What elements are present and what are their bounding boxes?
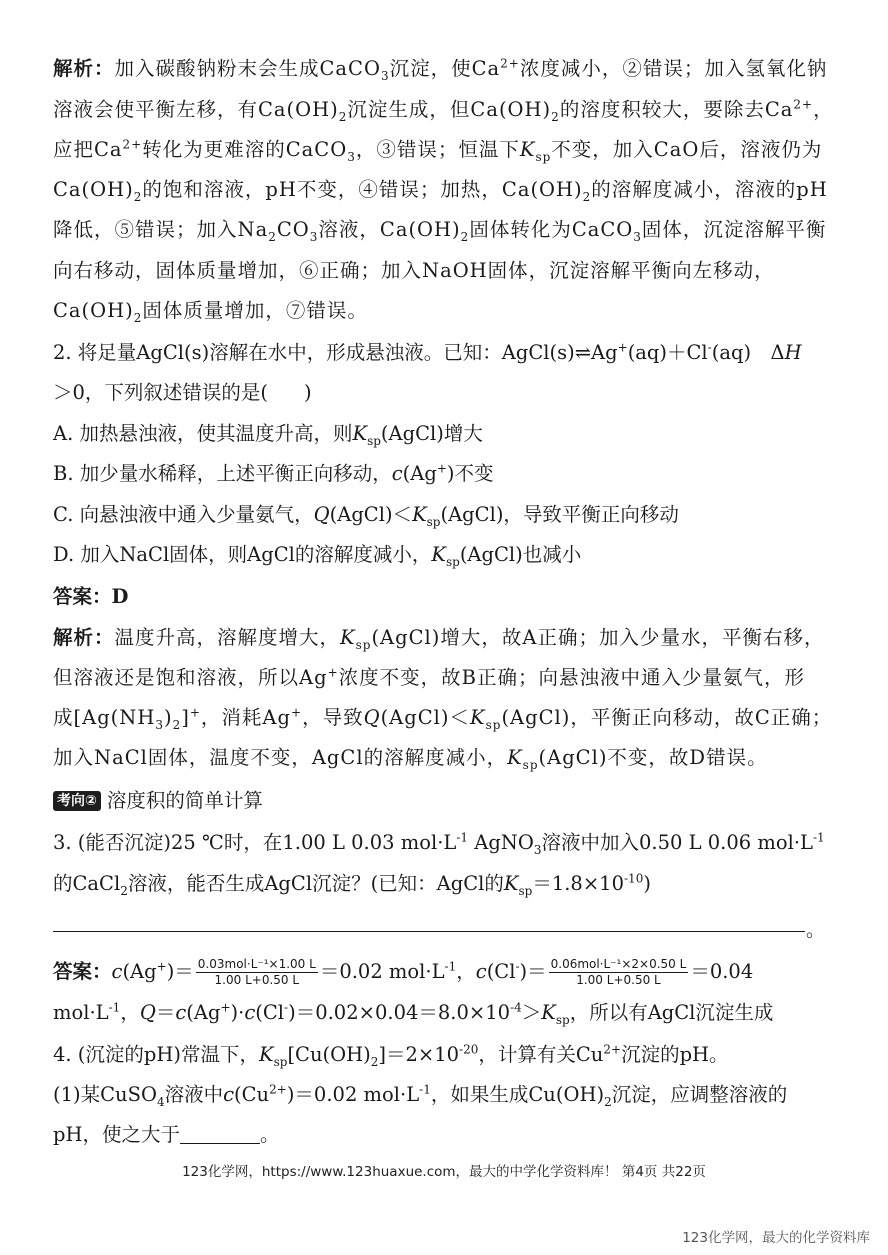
question-2-option-a: A. 加热悬浊液，使其温度升高，则$K_{sp}(AgCl)$增大 (53, 422, 483, 448)
question-3-answer-line-1: 答案：c(Ag+)＝ $\frac{\text{0.03mol·L⁻¹×1.00 L}}{1.00 L+0.50 L}$ ＝0.02 $mol\cdot L^{-1}$，c(Cl-)＝ $\frac{\text{0.06mol·L⁻¹×2×0.50 L}}{1.00 L+0.50 L}$ ＝0.04 (53, 957, 754, 987)
question-2-stem-line-1: 2. 将足量AgCl(s)溶解在水中，形成悬浊液。已知：AgCl(s)⇌Ag+(aq)＋Cl-(aq) ΔH (53, 340, 802, 364)
question-2-stem-line-2: ＞0，下列叙述错误的是( ) (53, 381, 312, 404)
equilibrium-arrow-icon: ⇌ (574, 341, 592, 364)
answer-end-mark: 。 (806, 919, 826, 941)
section-tag: 考向② (53, 791, 101, 811)
analysis-1-line-4: $Ca(OH)_2$的饱和溶液，pH不变，④错误；加热，$Ca(OH)_2$的溶解度减小，溶液的pH (53, 178, 828, 204)
question-2-answer: 答案：D (53, 585, 129, 608)
question-2-analysis-line-3: 成$[Ag(NH_3)_2]^+$，消耗Ag+，导致$Q(AgCl)<K_{sp}(AgCl)$，平衡正向移动，故C正确； (53, 705, 833, 732)
page-footer: 123化学网，https://www.123huaxue.com，最大的中学化学资料库！ 第4页 共22页 (182, 1164, 706, 1180)
site-watermark: 123化学网，最大的化学资料库 (682, 1230, 870, 1246)
question-2-analysis-line-1: 解析：温度升高，溶解度增大，$K_{sp}(AgCl)$增大，故A正确；加入少量水，平衡右移， (53, 626, 825, 652)
question-4-sub-1-line-1: (1)某CuSO$_4$溶液中$c(Cu^{2+})=0.02$ $mol\cdot L^{-1}$，如果生成$Cu(OH)_2$沉淀，应调整溶液的 (53, 1082, 788, 1109)
question-4-stem: 4. (沉淀的pH)常温下，$K_{sp}[Cu(OH)_2]=2\times 10^{-20}$，计算有关$Cu^{2+}$沉淀的pH。 (53, 1042, 729, 1069)
question-2-option-c: C. 向悬浊液中通入少量氨气，$Q(AgCl)<K_{sp}(AgCl)$，导致平衡正向移动 (53, 503, 679, 529)
question-3-stem-line-2: 的CaCl$_2$溶液，能否生成AgCl沉淀？(已知：AgCl的$K_{sp}=1.8\times 10^{-10}$) (53, 871, 651, 898)
question-3-stem-line-1: 3. (能否沉淀)25 ℃时，在1.00 L 0.03 $mol\cdot L^{-1}$ AgNO$_3$溶液中加入0.50 L 0.06 $mol\cdot L^{-1}$ (53, 830, 825, 857)
question-4-sub-1-line-2: pH，使之大于 。 (53, 1123, 280, 1146)
section-title: 溶度积的简单计算 (106, 789, 263, 812)
question-2-analysis-line-2: 但溶液还是饱和溶液，所以Ag+浓度不变，故B正确；向悬浊液中通入少量氨气，形 (53, 665, 805, 689)
ph-answer-blank[interactable] (180, 1125, 260, 1144)
fraction-cl: $\frac{\text{0.06mol·L⁻¹×2×0.50 L}}{1.00 L+0.50 L}$ (550, 957, 687, 987)
analysis-1-line-5: 降低，⑤错误；加入$Na_2CO_3$溶液，$Ca(OH)_2$固体转化为CaCO$_3$固体，沉淀溶解平衡 (53, 218, 827, 244)
analysis-1-line-3: 应把$Ca^{2+}$转化为更难溶的CaCO$_3$，③错误；恒温下$K_{sp}$不变，加入CaO后，溶液仍为 (53, 137, 823, 164)
analysis-1-line-2: 溶液会使平衡左移，有$Ca(OH)_2$沉淀生成，但$Ca(OH)_2$的溶度积较大，要除去$Ca^{2+}$， (53, 97, 834, 124)
answer-blank-line[interactable] (53, 930, 805, 932)
question-2-option-b: B. 加少量水稀释，上述平衡正向移动，c(Ag+)不变 (53, 461, 494, 485)
question-3-answer-line-2: $mol\cdot L^{-1}$，$Q=c(Ag^+)\cdot c(Cl^-)=0.02\times 0.04=8.0\times 10^{-4}>K_{sp}$，所以有AgCl沉淀生成 (53, 1000, 774, 1027)
analysis-1-line-6: 向右移动，固体质量增加，⑥正确；加入NaOH固体，沉淀溶解平衡向左移动， (53, 259, 775, 282)
analysis-1-line-1: 解析：加入碳酸钠粉末会生成CaCO$_3$沉淀，使$Ca^{2+}$浓度减小，②错误；加入氢氧化钠 (53, 56, 828, 83)
question-2-option-d: D. 加入NaCl固体，则AgCl的溶解度减小，$K_{sp}(AgCl)$也减小 (53, 543, 582, 569)
section-header (53, 788, 848, 814)
analysis-1-line-7: $Ca(OH)_2$固体质量增加，⑦错误。 (53, 299, 368, 325)
question-2-analysis-line-4: 加入NaCl固体，温度不变，AgCl的溶解度减小，$K_{sp}(AgCl)$不变，故D错误。 (53, 746, 768, 772)
fraction-ag: $\frac{\text{0.03mol·L⁻¹×1.00 L}}{1.00 L+0.50 L}$ (197, 957, 316, 987)
